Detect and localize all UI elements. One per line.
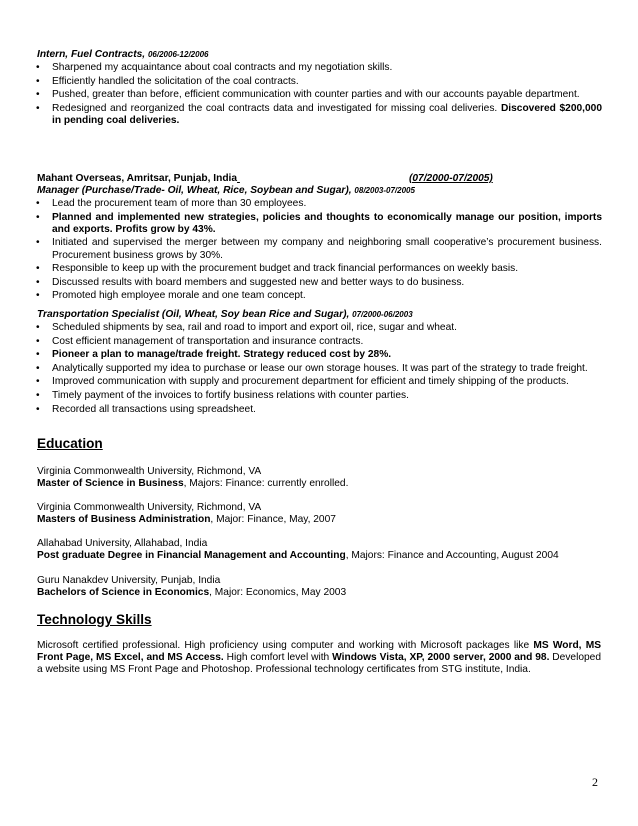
bullet-icon: •: [36, 211, 40, 223]
intern-bullets: [36, 62, 602, 129]
degree-name: Master of Science in Business: [37, 478, 184, 490]
list-item: • Recorded all transactions using spreadsheet.: [36, 403, 256, 415]
list-item: • Discussed results with board members and suggested new and better ways to do business.: [36, 276, 465, 288]
list-item: • Promoted high employee morale and one team concept.: [36, 290, 306, 302]
degree-detail: , Majors: Finance: currently enrolled.: [183, 478, 349, 490]
bullet-icon: •: [36, 290, 40, 302]
degree-name: Masters of Business Administration: [37, 514, 211, 526]
employer-dates: (07/2000-07/2005): [409, 173, 493, 184]
list-item: • Efficiently handled the solicitation of the coal contracts.: [36, 75, 299, 87]
degree-detail: , Major: Economics, May 2003: [209, 587, 347, 599]
list-item: • Scheduled shipments by sea, rail and road to import and export oil, rice, sugar and wheat.: [36, 322, 457, 333]
bullet-icon: •: [36, 349, 40, 361]
list-item: • Responsible to keep up with the procurement budget and track financial performances on weekly basis.: [36, 263, 519, 275]
specialist-dates: 07/2000-06/2003: [352, 310, 413, 319]
manager-dates: 08/2003-07/2005: [354, 186, 415, 195]
bullet-icon: •: [36, 335, 40, 347]
intern-title: Intern, Fuel Contracts,: [37, 49, 146, 60]
bullet-icon: •: [36, 263, 40, 275]
page-number: 2: [592, 775, 598, 789]
bullet-icon: •: [36, 237, 40, 249]
school-name: Virginia Commonwealth University, Richmond, VA: [37, 466, 262, 477]
list-item: • Sharpened my acquaintance about coal contracts and my negotiation skills.: [36, 62, 393, 73]
bullet-icon: •: [36, 62, 40, 73]
list-item: • Timely payment of the invoices to fortify business relations with counter parties.: [36, 389, 409, 401]
intern-title-line: [37, 49, 208, 61]
skills-heading: Technology Skills: [37, 612, 152, 627]
school-name: Virginia Commonwealth University, Richmond, VA: [37, 502, 262, 513]
degree-name: Bachelors of Science in Economics: [37, 587, 210, 599]
bullet-icon: •: [36, 75, 40, 87]
specialist-title: Transportation Specialist (Oil, Wheat, Soy bean Rice and Sugar),: [37, 309, 350, 320]
degree-detail: , Majors: Finance and Accounting, August 2004: [345, 550, 559, 562]
list-item: • Analytically supported my idea to purchase or lease our own storage houses. It was part of the strategy to trade freight.: [36, 362, 588, 374]
employer-name: Mahant Overseas, Amritsar, Punjab, India: [37, 173, 238, 184]
education-entry: [37, 575, 346, 599]
manager-title: Manager (Purchase/Trade- Oil, Wheat, Rice, Soybean and Sugar),: [37, 185, 352, 196]
degree-detail: , Major: Finance, May, 2007: [210, 514, 336, 526]
specialist-bullets: [36, 322, 602, 417]
skills-paragraph: Microsoft certified professional. High proficiency using computer and working with Microsoft packages like MS Word, MS Front Page, MS Excel, and MS Access. High comfort level with Windows Vista, XP, 2000 server, 2000 and 98. Developed a website using MS Front Page and Photoshop. Professional technology certificates from STG institute, India.: [37, 640, 602, 676]
list-item: • Improved communication with supply and procurement department for efficient and timely shipping of the products.: [36, 376, 569, 388]
specialist-title-line: [37, 309, 413, 321]
manager-bullets: [36, 198, 602, 304]
manager-title-line: [37, 185, 415, 197]
school-name: Guru Nanakdev University, Punjab, India: [37, 575, 221, 586]
bullet-icon: •: [36, 89, 40, 101]
bullet-icon: •: [36, 276, 40, 288]
bullet-icon: •: [36, 403, 40, 415]
list-item: • Redesigned and reorganized the coal contracts data and investigated for missing coal deliveries. Discovered $200,000 in pending coal deliveries.: [36, 102, 603, 126]
list-item: • Pushed, greater than before, efficient communication with counter parties and with our accounts payable department.: [36, 89, 580, 101]
education-entry: [37, 466, 348, 490]
bullet-icon: •: [36, 362, 40, 374]
school-name: Allahabad University, Allahabad, India: [37, 538, 208, 549]
bullet-icon: •: [36, 376, 40, 388]
list-item: • Lead the procurement team of more than 30 employees.: [36, 198, 307, 209]
list-item: • Initiated and supervised the merger between my company and neighboring small cooperative’s procurement business. Procurement business grows by 30%.: [36, 237, 602, 261]
bullet-icon: •: [36, 389, 40, 401]
employer-line: [37, 173, 240, 185]
list-item: • Pioneer a plan to manage/trade freight. Strategy reduced cost by 28%.: [36, 349, 392, 361]
bullet-icon: •: [36, 322, 40, 333]
intern-dates: 06/2006-12/2006: [147, 50, 209, 59]
education-heading: Education: [37, 436, 103, 451]
bullet-icon: •: [36, 198, 40, 209]
degree-name: Post graduate Degree in Financial Management and Accounting: [37, 550, 346, 562]
list-item: • Planned and implemented new strategies, policies and thoughts to economically manage our position, imports and exports. Profits grow by 43%.: [36, 211, 602, 235]
list-item: • Cost efficient management of transportation and insurance contracts.: [36, 335, 364, 347]
bullet-icon: •: [36, 102, 40, 114]
education-entry: [37, 538, 559, 562]
education-entry: [37, 502, 336, 526]
